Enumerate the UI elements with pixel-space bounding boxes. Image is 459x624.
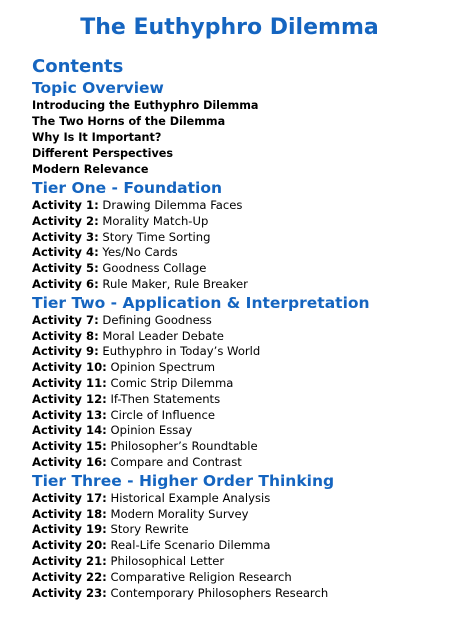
activity-item-7[interactable] xyxy=(32,313,452,329)
activity-item-22[interactable] xyxy=(32,570,452,586)
activity-item-5[interactable] xyxy=(32,261,452,277)
activity-name: If-Then Statements xyxy=(110,391,221,406)
topic-overview-item-modern-relevance[interactable]: Modern Relevance xyxy=(32,163,149,176)
activity-number: Activity 5: xyxy=(32,261,99,276)
tier-two-heading: Tier Two - Application & Interpretation xyxy=(32,293,370,312)
activity-number: Activity 17: xyxy=(32,490,107,505)
activity-number: Activity 9: xyxy=(32,344,99,359)
activity-item-4[interactable] xyxy=(32,245,452,261)
activity-item-8[interactable] xyxy=(32,329,452,345)
topic-overview-item-two-horns[interactable]: The Two Horns of the Dilemma xyxy=(32,115,226,128)
activity-item-14[interactable] xyxy=(32,423,452,439)
activity-number: Activity 16: xyxy=(32,454,107,469)
activity-name: Goodness Collage xyxy=(102,261,207,276)
activity-item-3[interactable] xyxy=(32,230,452,246)
tier-one-activity-list xyxy=(32,198,452,293)
activity-item-23[interactable] xyxy=(32,586,452,602)
activity-number: Activity 1: xyxy=(32,198,99,212)
activity-name: Opinion Spectrum xyxy=(110,360,216,375)
activity-item-11[interactable] xyxy=(32,376,452,392)
activity-number: Activity 3: xyxy=(32,229,99,244)
activity-name: Drawing Dilemma Faces xyxy=(102,198,243,212)
activity-number: Activity 2: xyxy=(32,213,99,228)
activity-name: Comparative Religion Research xyxy=(110,569,292,584)
activity-item-16[interactable] xyxy=(32,455,452,471)
activity-item-2[interactable] xyxy=(32,214,452,230)
activity-number: Activity 15: xyxy=(32,439,107,454)
tier-one-heading: Tier One - Foundation xyxy=(32,179,223,197)
activity-name: Story Time Sorting xyxy=(102,229,211,244)
topic-overview-list xyxy=(32,98,452,178)
activity-item-13[interactable] xyxy=(32,408,452,424)
activity-number: Activity 23: xyxy=(32,585,107,600)
activity-name: Morality Match-Up xyxy=(102,213,209,228)
activity-name: Opinion Essay xyxy=(110,423,193,438)
activity-name: Historical Example Analysis xyxy=(110,490,271,505)
activity-item-15[interactable] xyxy=(32,439,452,455)
activity-number: Activity 11: xyxy=(32,375,107,390)
tier-three-heading: Tier Three - Higher Order Thinking xyxy=(32,471,335,490)
tier-two-section xyxy=(32,293,452,471)
activity-number: Activity 21: xyxy=(32,553,107,568)
activity-number: Activity 22: xyxy=(32,569,107,584)
activity-number: Activity 12: xyxy=(32,391,107,406)
activity-number: Activity 8: xyxy=(32,328,99,343)
activity-name: Philosopher’s Roundtable xyxy=(110,439,258,454)
activity-item-9[interactable] xyxy=(32,344,452,360)
activity-name: Story Rewrite xyxy=(110,522,189,537)
activity-name: Yes/No Cards xyxy=(102,245,178,260)
activity-number: Activity 18: xyxy=(32,506,107,521)
activity-name: Euthyphro in Today’s World xyxy=(102,344,261,359)
tier-two-activity-list xyxy=(32,313,452,471)
table-of-contents xyxy=(32,56,452,601)
activity-name: Defining Goodness xyxy=(102,312,212,327)
activity-number: Activity 19: xyxy=(32,522,107,537)
activity-name: Rule Maker, Rule Breaker xyxy=(102,276,248,291)
activity-name: Philosophical Letter xyxy=(110,553,225,568)
activity-item-10[interactable] xyxy=(32,360,452,376)
topic-overview-item-perspectives[interactable]: Different Perspectives xyxy=(32,147,173,160)
activity-item-20[interactable] xyxy=(32,538,452,554)
topic-overview-section xyxy=(32,78,452,178)
activity-name: Comic Strip Dilemma xyxy=(110,375,234,390)
activity-name: Real-Life Scenario Dilemma xyxy=(110,538,271,553)
activity-number: Activity 20: xyxy=(32,538,107,553)
activity-item-12[interactable] xyxy=(32,392,452,408)
activity-item-6[interactable] xyxy=(32,277,452,293)
activity-name: Moral Leader Debate xyxy=(102,328,224,343)
topic-overview-heading: Topic Overview xyxy=(32,79,164,97)
contents-heading: Contents xyxy=(32,56,124,77)
activity-number: Activity 10: xyxy=(32,360,107,375)
tier-three-section xyxy=(32,471,452,602)
activity-item-1[interactable] xyxy=(32,198,452,214)
activity-number: Activity 14: xyxy=(32,423,107,438)
activity-number: Activity 4: xyxy=(32,245,99,260)
topic-overview-item-why-important[interactable]: Why Is It Important? xyxy=(32,131,162,144)
activity-item-21[interactable] xyxy=(32,554,452,570)
activity-number: Activity 6: xyxy=(32,276,99,291)
tier-one-section xyxy=(32,178,452,293)
activity-name: Modern Morality Survey xyxy=(110,506,249,521)
tier-three-activity-list xyxy=(32,491,452,602)
activity-name: Compare and Contrast xyxy=(110,454,242,469)
activity-name: Contemporary Philosophers Research xyxy=(110,585,329,600)
topic-overview-item-introducing[interactable]: Introducing the Euthyphro Dilemma xyxy=(32,99,259,112)
activity-item-17[interactable] xyxy=(32,491,452,507)
activity-item-18[interactable] xyxy=(32,507,452,523)
activity-number: Activity 13: xyxy=(32,407,107,422)
activity-name: Circle of Influence xyxy=(110,407,216,422)
activity-number: Activity 7: xyxy=(32,312,99,327)
activity-item-19[interactable] xyxy=(32,522,452,538)
document-title: The Euthyphro Dilemma xyxy=(80,15,379,40)
